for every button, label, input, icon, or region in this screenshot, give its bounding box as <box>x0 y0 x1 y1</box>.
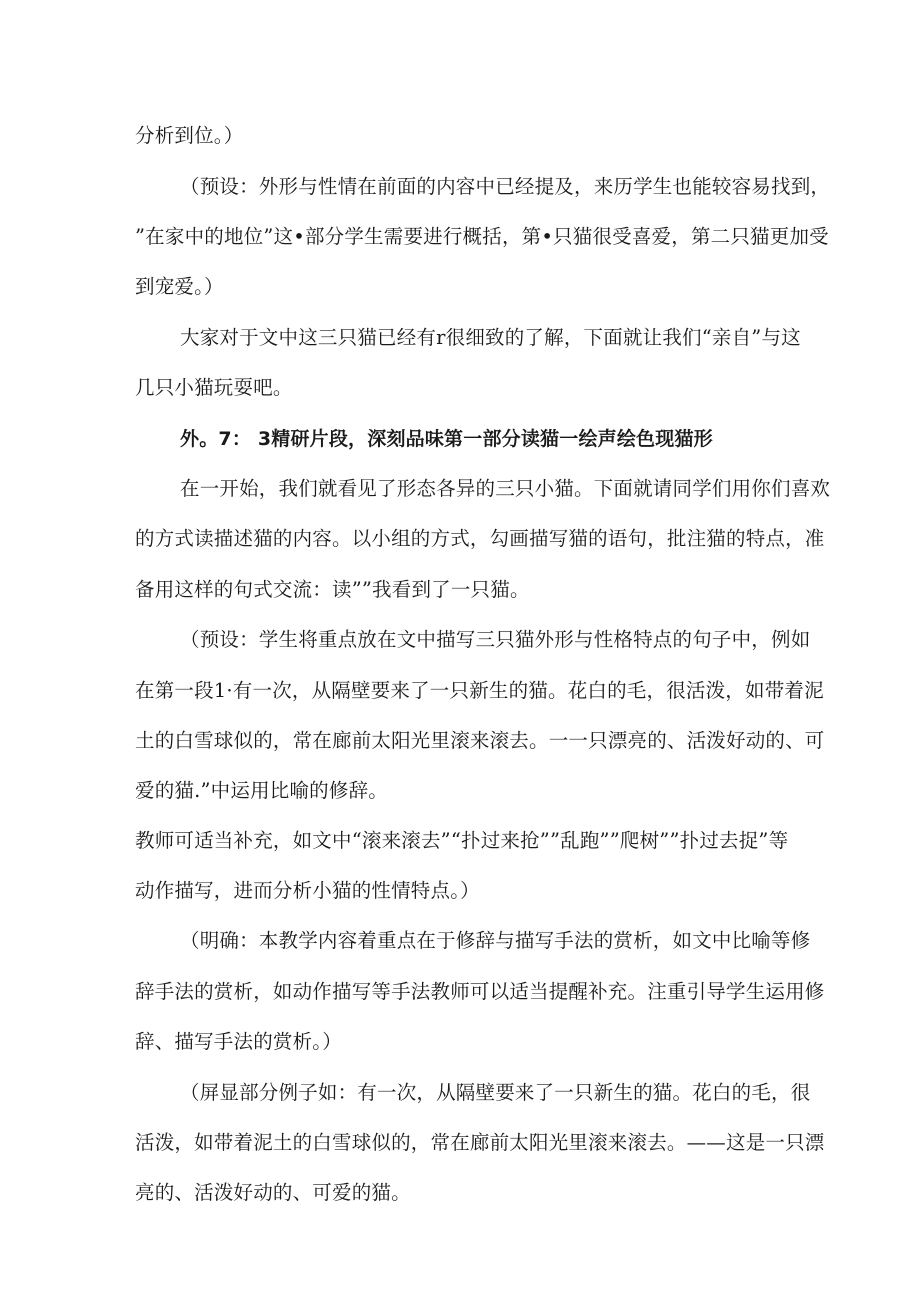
section-heading: 外。7： 3精研片段，深刻品味第一部分读猫一绘声绘色现猫形 <box>180 428 713 450</box>
text-line-9: 的方式读描述猫的内容。以小组的方式，勾画描写猫的语句，批注猫的特点，准 <box>135 527 825 550</box>
text-line-22: 亮的、活泼好动的、可爱的猫。 <box>135 1181 411 1204</box>
text-line-8: 在一开始，我们就看见了形态各异的三只小猫。下面就请同学们用你们喜欢 <box>180 477 831 500</box>
text-line-16: 动作描写，进而分析小猫的性情特点。） <box>135 879 480 902</box>
text-line-14: 爱的猫.”中运用比喻的修辞。 <box>135 779 388 802</box>
text-line-4: 到宠爱。） <box>135 275 224 298</box>
text-line-17: （明确：本教学内容着重点在于修辞与描写手法的赏析，如文中比喻等修 <box>180 929 811 952</box>
text-line-2: （预设：外形与性情在前面的内容中已经提及，来历学生也能较容易找到， <box>180 175 831 198</box>
text-line-13: 土的白雪球似的，常在廊前太阳光里滚来滚去。一一只漂亮的、活泼好动的、可 <box>135 729 825 752</box>
text-line-15: 教师可适当补充，如文中“滚来滚去”“扑过来抢””乱跑””爬树””扑过去捉”等 <box>135 829 789 852</box>
text-line-5: 大家对于文中这三只猫已经有r很细致的了解，下面就让我们“亲自”与这 <box>180 326 801 349</box>
text-line-12: 在第一段1·有一次，从隔壁要来了一只新生的猫。花白的毛，很活泼，如带着泥 <box>135 679 824 702</box>
text-line-10: 备用这样的句式交流：读””我看到了一只猫。 <box>135 578 530 601</box>
text-line-18: 辞手法的赏析，如动作描写等手法教师可以适当提醒补充。注重引导学生运用修 <box>135 980 825 1003</box>
text-line-21: 活泼，如带着泥土的白雪球似的，常在廊前太阳光里滚来滚去。——这是一只漂 <box>135 1131 825 1154</box>
text-line-20: （屏显部分例子如：有一次，从隔壁要来了一只新生的猫。花白的毛，很 <box>180 1081 811 1104</box>
text-line-1: 分析到位。） <box>135 124 244 147</box>
text-line-19: 辞、描写手法的赏析。） <box>135 1030 342 1053</box>
text-line-6: 几只小猫玩耍吧。 <box>135 376 293 399</box>
text-line-3: ”在家中的地位”这•部分学生需要进行概括，第•只猫很受喜爱，第二只猫更加受 <box>135 225 829 248</box>
text-line-11: （预设：学生将重点放在文中描写三只猫外形与性格特点的句子中，例如 <box>180 628 811 651</box>
